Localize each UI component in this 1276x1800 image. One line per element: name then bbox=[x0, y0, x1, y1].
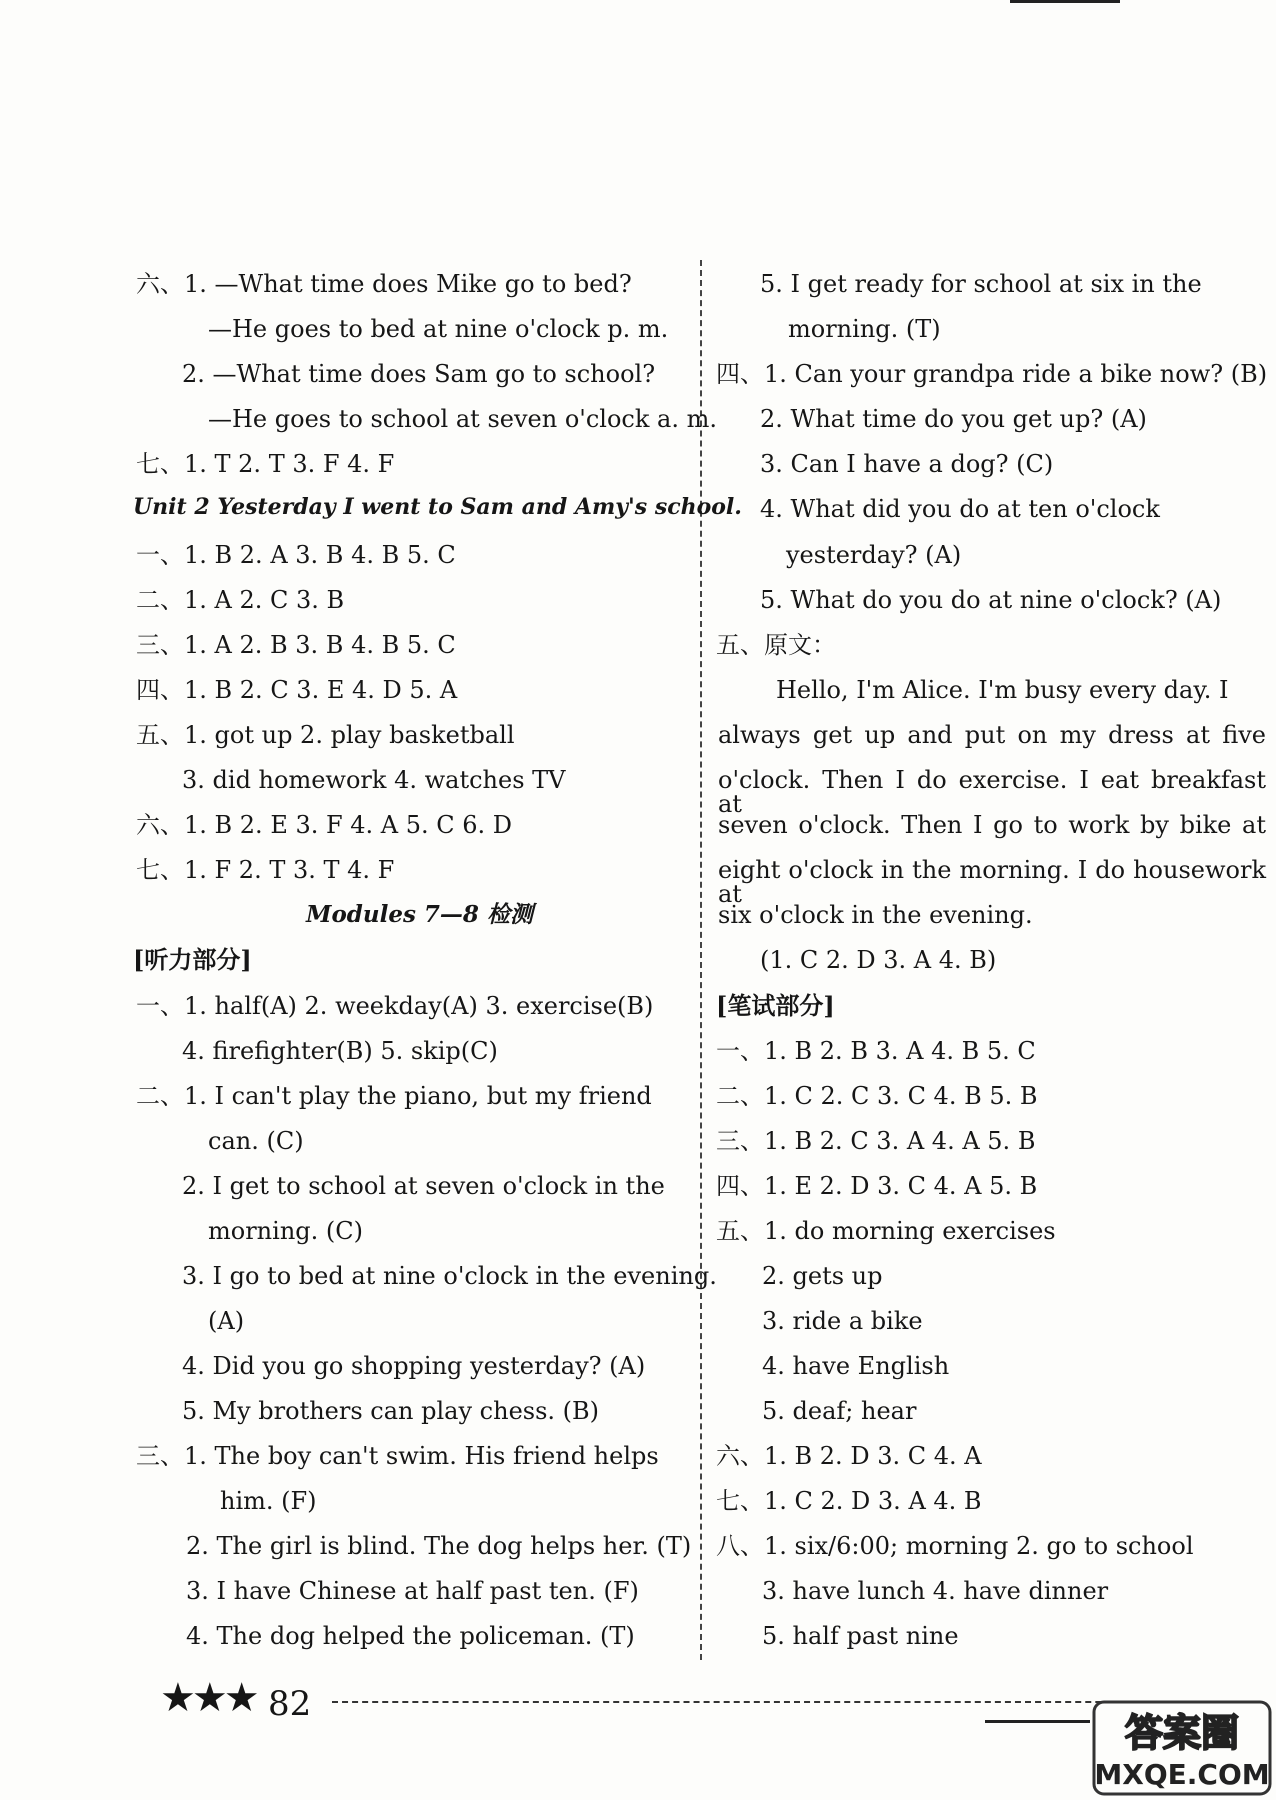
answer-line: 三、1. B 2. C 3. A 4. A 5. B bbox=[716, 1127, 1036, 1155]
passage-line: Hello, I'm Alice. I'm busy every day. I bbox=[776, 676, 1229, 704]
answer-line: 四、1. Can your grandpa ride a bike now? (B) bbox=[716, 360, 1268, 388]
column-divider bbox=[700, 260, 702, 1660]
answer-line: 3. Can I have a dog? (C) bbox=[760, 450, 1054, 478]
answer-line: 3. ride a bike bbox=[762, 1307, 923, 1335]
footer-rule bbox=[985, 1720, 1090, 1723]
star-rating-icon: ★★★ bbox=[160, 1675, 256, 1721]
line-text: 二、1. I can't play the piano, but my friend bbox=[136, 1082, 652, 1110]
watermark-top-text: 答案圈 bbox=[1124, 1711, 1240, 1755]
passage-line: six o'clock in the evening. bbox=[718, 901, 1033, 929]
answer-line: 三、1. The boy can't swim. His friend helps bbox=[136, 1442, 659, 1470]
answer-line: him. (F) bbox=[220, 1487, 317, 1515]
answer-line bbox=[136, 1084, 692, 1108]
answer-line: 六、1. B 2. E 3. F 4. A 5. C 6. D bbox=[136, 811, 513, 839]
answer-line: 3. have lunch 4. have dinner bbox=[762, 1577, 1109, 1605]
answer-line: —He goes to bed at nine o'clock p. m. bbox=[208, 315, 669, 343]
watermark-logo-icon bbox=[1092, 1700, 1272, 1796]
answer-line: 3. did homework 4. watches TV bbox=[182, 766, 566, 794]
answer-line: —He goes to school at seven o'clock a. m. bbox=[208, 405, 717, 433]
page-number: 82 bbox=[268, 1684, 312, 1724]
answer-line: 六、1. B 2. D 3. C 4. A bbox=[716, 1442, 982, 1470]
answer-line: 五、1. got up 2. play basketball bbox=[136, 721, 515, 749]
answer-line: 4. have English bbox=[762, 1352, 950, 1380]
answer-line: 2. What time do you get up? (A) bbox=[760, 405, 1147, 433]
section-label: [听力部分] bbox=[133, 945, 252, 974]
passage-line: seven o'clock. Then I go to work by bike at bbox=[718, 811, 1266, 839]
answer-line: (1. C 2. D 3. A 4. B) bbox=[760, 946, 997, 974]
answer-line: 二、1. A 2. C 3. B bbox=[136, 586, 345, 614]
passage-line: always get up and put on my dress at five bbox=[718, 721, 1266, 749]
answer-line: 七、1. C 2. D 3. A 4. B bbox=[716, 1487, 982, 1515]
answer-line: 2. gets up bbox=[762, 1262, 883, 1290]
answer-line: 5. deaf; hear bbox=[762, 1397, 917, 1425]
module-heading: Modules 7—8 检测 bbox=[306, 901, 533, 928]
answer-line: 一、1. B 2. A 3. B 4. B 5. C bbox=[136, 541, 456, 569]
top-rule bbox=[1010, 0, 1120, 3]
answer-line: morning. (C) bbox=[208, 1217, 363, 1245]
answer-line: 一、1. half(A) 2. weekday(A) 3. exercise(B) bbox=[136, 992, 654, 1020]
answer-line: 2. I get to school at seven o'clock in the bbox=[182, 1172, 665, 1200]
answer-line: 5. I get ready for school at six in the bbox=[760, 270, 1202, 298]
answer-line: 四、1. E 2. D 3. C 4. A 5. B bbox=[716, 1172, 1038, 1200]
passage-line: o'clock. Then I do exercise. I eat breakfast at bbox=[718, 766, 1266, 818]
answer-line: yesterday? (A) bbox=[786, 541, 962, 569]
answer-line: 七、1. F 2. T 3. T 4. F bbox=[136, 856, 395, 884]
answer-line: 5. My brothers can play chess. (B) bbox=[182, 1397, 600, 1425]
answer-line: 五、1. do morning exercises bbox=[716, 1217, 1056, 1245]
unit-heading: Unit 2 Yesterday I went to Sam and Amy's school. bbox=[133, 494, 742, 520]
answer-line: 三、1. A 2. B 3. B 4. B 5. C bbox=[136, 631, 456, 659]
answer-line: can. (C) bbox=[208, 1127, 304, 1155]
answer-line: 3. I have Chinese at half past ten. (F) bbox=[186, 1577, 639, 1605]
answer-line: 4. Did you go shopping yesterday? (A) bbox=[182, 1352, 646, 1380]
answer-line: 5. half past nine bbox=[762, 1622, 959, 1650]
answer-line: 二、1. C 2. C 3. C 4. B 5. B bbox=[716, 1082, 1038, 1110]
answer-line: 七、1. T 2. T 3. F 4. F bbox=[136, 450, 395, 478]
answer-line: 3. I go to bed at nine o'clock in the evening. bbox=[182, 1262, 717, 1290]
answer-line: 4. firefighter(B) 5. skip(C) bbox=[182, 1037, 498, 1065]
passage-line: eight o'clock in the morning. I do housework at bbox=[718, 856, 1266, 908]
answer-line: 2. The girl is blind. The dog helps her. (T) bbox=[186, 1532, 692, 1560]
answer-line: 4. What did you do at ten o'clock bbox=[760, 495, 1160, 523]
answer-line: 六、1. —What time does Mike go to bed? bbox=[136, 270, 632, 298]
watermark-bottom-text: MXQE.COM bbox=[1094, 1758, 1270, 1791]
section-label: [笔试部分] bbox=[716, 991, 835, 1020]
answer-line: 5. What do you do at nine o'clock? (A) bbox=[760, 586, 1222, 614]
answer-line: morning. (T) bbox=[788, 315, 941, 343]
answer-line: 八、1. six/6:00; morning 2. go to school bbox=[716, 1532, 1194, 1560]
answer-line: 4. The dog helped the policeman. (T) bbox=[186, 1622, 635, 1650]
answer-line: (A) bbox=[208, 1307, 245, 1335]
answer-line: 四、1. B 2. C 3. E 4. D 5. A bbox=[136, 676, 458, 704]
section-label: 五、原文： bbox=[716, 631, 836, 659]
answer-line: 2. —What time does Sam go to school? bbox=[182, 360, 656, 388]
answer-line: 一、1. B 2. B 3. A 4. B 5. C bbox=[716, 1037, 1036, 1065]
